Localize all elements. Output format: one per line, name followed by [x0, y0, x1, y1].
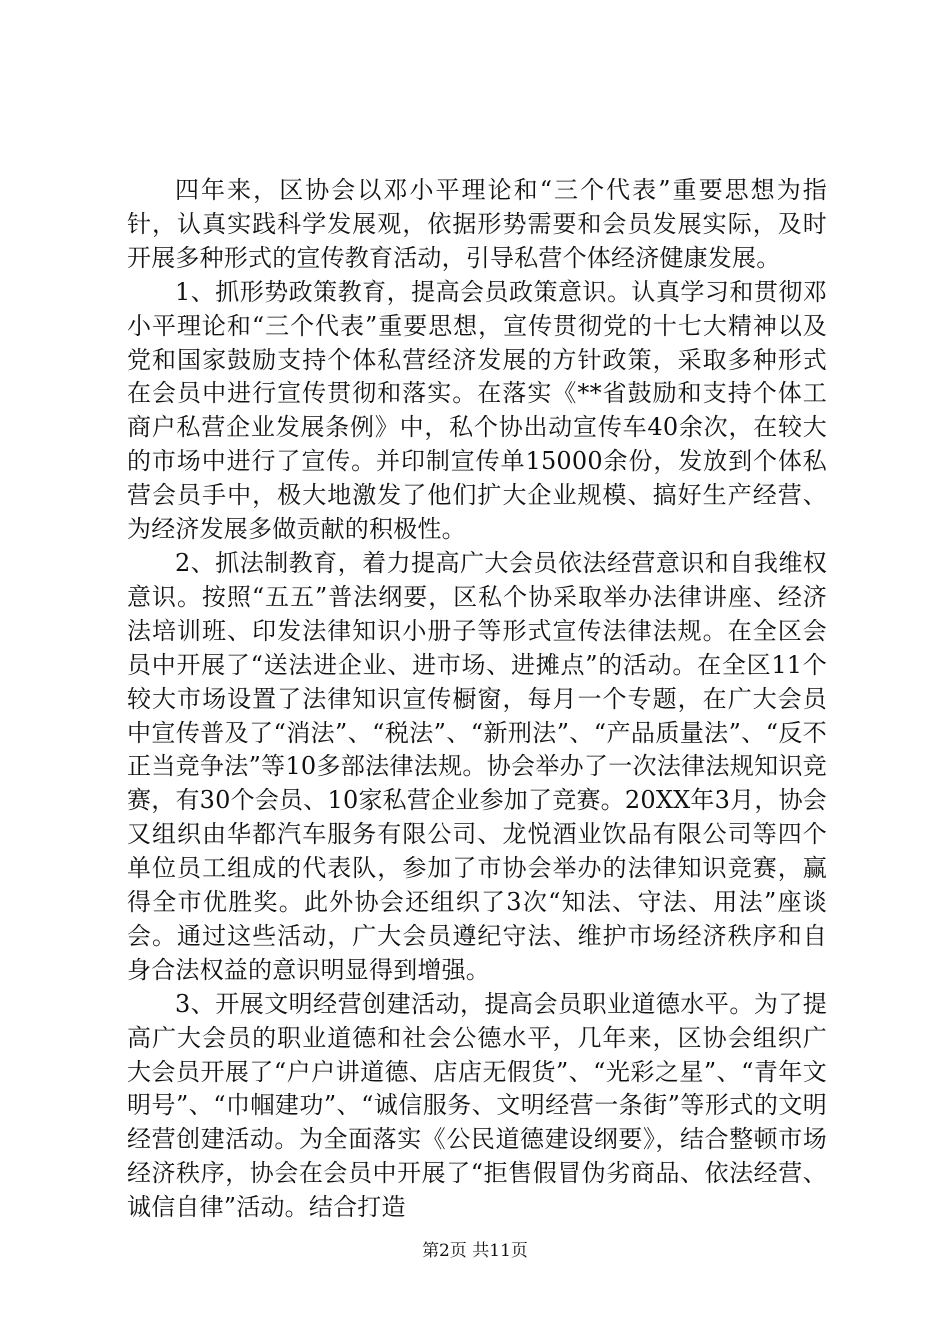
- paragraph-legal-education: 2、抓法制教育，着力提高广大会员依法经营意识和自我维权意识。按照“五五”普法纲要，区私个协采取举办法律讲座、经济法培训班、印发法律知识小册子等形式宣传法律法规。在全区会员中开展了“送法进企业、进市场、进摊点”的活动。在全区11个较大市场设置了法律知识宣传橱窗，每月一个专题，在广大会员中宣传普及了“消法”、“税法”、“新刑法”、“产品质量法”、“反不正当竞争法”等10多部法律法规。协会举办了一次法律法规知识竞赛，有30个会员、10家私营企业参加了竞赛。20XX年3月，协会又组织由华都汽车服务有限公司、龙悦酒业饮品有限公司等四个单位员工组成的代表队，参加了市协会举办的法律知识竞赛，赢得全市优胜奖。此外协会还组织了3次“知法、守法、用法”座谈会。通过这些活动，广大会员遵纪守法、维护市场经济秩序和自身合法权益的意识明显得到增强。: [127, 548, 827, 984]
- document-body: [127, 174, 827, 1225]
- paragraph-policy-education: 1、抓形势政策教育，提高会员政策意识。认真学习和贯彻邓小平理论和“三个代表”重要思想，宣传贯彻党的十七大精神以及党和国家鼓励支持个体私营经济发展的方针政策，采取多种形式在会员中进行宣传贯彻和落实。在落实《**省鼓励和支持个体工商户私营企业发展条例》中，私个协出动宣传车40余次，在较大的市场中进行了宣传。并印制宣传单15000余份，发放到个体私营会员手中，极大地激发了他们扩大企业规模、搞好生产经营、为经济发展多做贡献的积极性。: [127, 277, 827, 544]
- page-number-footer: 第2页 共11页: [422, 1241, 528, 1261]
- paragraph-civilized-business: 3、开展文明经营创建活动，提高会员职业道德水平。为了提高广大会员的职业道德和社会公德水平，几年来，区协会组织广大会员开展了“户户讲道德、店店无假货”、“光彩之星”、“青年文明号”、“巾帼建功”、“诚信服务、文明经营一条街”等形式的文明经营创建活动。为全面落实《公民道德建设纲要》，结合整顿市场经济秩序，协会在会员中开展了“拒售假冒伪劣商品、依法经营、诚信自律”活动。结合打造: [127, 989, 827, 1222]
- paragraph-intro: 四年来，区协会以邓小平理论和“三个代表”重要思想为指针，认真实践科学发展观，依据形势需要和会员发展实际，及时开展多种形式的宣传教育活动，引导私营个体经济健康发展。: [127, 176, 827, 272]
